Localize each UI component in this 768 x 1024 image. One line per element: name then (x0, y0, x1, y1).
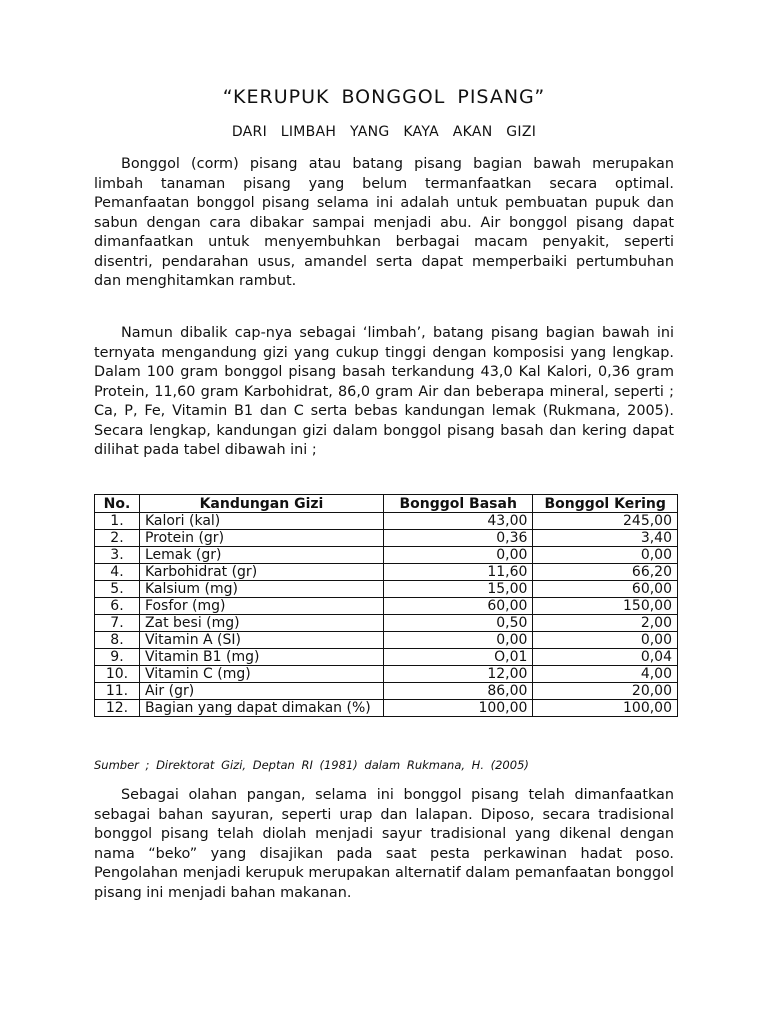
cell-kandungan: Vitamin A (SI) (139, 632, 383, 649)
cell-kandungan: Protein (gr) (139, 530, 383, 547)
cell-kandungan: Air (gr) (139, 683, 383, 700)
cell-kering: 66,20 (533, 564, 678, 581)
cell-kandungan: Kalsium (mg) (139, 581, 383, 598)
table-row (95, 581, 678, 598)
cell-kering: 0,04 (533, 649, 678, 666)
cell-kering: 3,40 (533, 530, 678, 547)
table-source-note: Sumber ; Direktorat Gizi, Deptan RI (1981) dalam Rukmana, H. (2005) (94, 758, 529, 772)
paragraph-3: Sebagai olahan pangan, selama ini bonggol pisang telah dimanfaatkan sebagai bahan sayuran, seperti urap dan lalapan. Diposo, secara tradisional bonggol pisang telah diolah menjadi sayur tradisional yang dikenal dengan nama “beko” yang disajikan pada saat pesta perkawinan hadat poso. Pengolahan menjadi kerupuk merupakan alternatif dalam pemanfaatan bonggol pisang ini menjadi bahan makanan. (94, 787, 674, 901)
document-title: “KERUPUK BONGGOL PISANG” (222, 86, 546, 108)
document-subtitle: DARI LIMBAH YANG KAYA AKAN GIZI (231, 124, 537, 140)
cell-basah: 12,00 (383, 666, 532, 683)
table-row (95, 530, 678, 547)
cell-kandungan: Karbohidrat (gr) (139, 564, 383, 581)
cell-no: 8. (95, 632, 140, 649)
cell-kandungan: Kalori (kal) (139, 513, 383, 530)
table-row (95, 513, 678, 530)
cell-no: 2. (95, 530, 140, 547)
table-row (95, 649, 678, 666)
paragraph-1: Bonggol (corm) pisang atau batang pisang bagian bawah merupakan limbah tanaman pisang yang belum termanfaatkan secara optimal. Pemanfaatan bonggol pisang selama ini adalah untuk pembuatan pupuk dan sabun dengan cara dibakar sampai menjadi abu. Air bonggol pisang dapat dimanfaatkan untuk menyembuhkan berbagai macam penyakit, seperti disentri, pendarahan usus, amandel serta dapat memperbaiki pertumbuhan dan menghitamkan rambut. (94, 156, 674, 289)
header-no: No. (95, 495, 140, 513)
cell-kering: 100,00 (533, 700, 678, 717)
cell-basah: 60,00 (383, 598, 532, 615)
cell-no: 12. (95, 700, 140, 717)
cell-no: 5. (95, 581, 140, 598)
cell-no: 9. (95, 649, 140, 666)
cell-kandungan: Lemak (gr) (139, 547, 383, 564)
cell-no: 3. (95, 547, 140, 564)
cell-basah: 43,00 (383, 513, 532, 530)
cell-basah: 15,00 (383, 581, 532, 598)
table-row (95, 615, 678, 632)
cell-kandungan: Bagian yang dapat dimakan (%) (139, 700, 383, 717)
cell-kering: 20,00 (533, 683, 678, 700)
cell-kering: 2,00 (533, 615, 678, 632)
cell-basah: 0,36 (383, 530, 532, 547)
cell-no: 11. (95, 683, 140, 700)
cell-no: 7. (95, 615, 140, 632)
cell-basah: 0,00 (383, 547, 532, 564)
cell-no: 4. (95, 564, 140, 581)
cell-no: 6. (95, 598, 140, 615)
table-header-row (95, 495, 678, 513)
paragraph-2: Namun dibalik cap-nya sebagai ‘limbah’, batang pisang bagian bawah ini ternyata mengandung gizi yang cukup tinggi dengan komposisi yang lengkap. Dalam 100 gram bonggol pisang basah terkandung 43,0 Kal Kalori, 0,36 gram Protein, 11,60 gram Karbohidrat, 86,0 gram Air dan beberapa mineral, seperti ; Ca, P, Fe, Vitamin B1 dan C serta bebas kandungan lemak (Rukmana, 2005). Secara lengkap, kandungan gizi dalam bonggol pisang basah dan kering dapat dilihat pada tabel dibawah ini ; (94, 325, 674, 458)
header-kandungan-gizi: Kandungan Gizi (139, 495, 383, 513)
nutrition-table (94, 494, 678, 717)
table-row (95, 564, 678, 581)
cell-kering: 0,00 (533, 632, 678, 649)
cell-kering: 150,00 (533, 598, 678, 615)
table-row (95, 632, 678, 649)
cell-kering: 4,00 (533, 666, 678, 683)
cell-kandungan: Fosfor (mg) (139, 598, 383, 615)
cell-kering: 0,00 (533, 547, 678, 564)
table-body (95, 513, 678, 717)
cell-basah: 86,00 (383, 683, 532, 700)
cell-basah: 0,00 (383, 632, 532, 649)
cell-basah: 0,50 (383, 615, 532, 632)
cell-basah: O,01 (383, 649, 532, 666)
table-row (95, 598, 678, 615)
table-row (95, 683, 678, 700)
cell-kandungan: Zat besi (mg) (139, 615, 383, 632)
table-row (95, 700, 678, 717)
cell-kandungan: Vitamin B1 (mg) (139, 649, 383, 666)
table-row (95, 666, 678, 683)
cell-kering: 60,00 (533, 581, 678, 598)
table-row (95, 547, 678, 564)
cell-no: 1. (95, 513, 140, 530)
cell-basah: 11,60 (383, 564, 532, 581)
cell-kandungan: Vitamin C (mg) (139, 666, 383, 683)
header-bonggol-basah: Bonggol Basah (383, 495, 532, 513)
cell-kering: 245,00 (533, 513, 678, 530)
cell-basah: 100,00 (383, 700, 532, 717)
cell-no: 10. (95, 666, 140, 683)
header-bonggol-kering: Bonggol Kering (533, 495, 678, 513)
